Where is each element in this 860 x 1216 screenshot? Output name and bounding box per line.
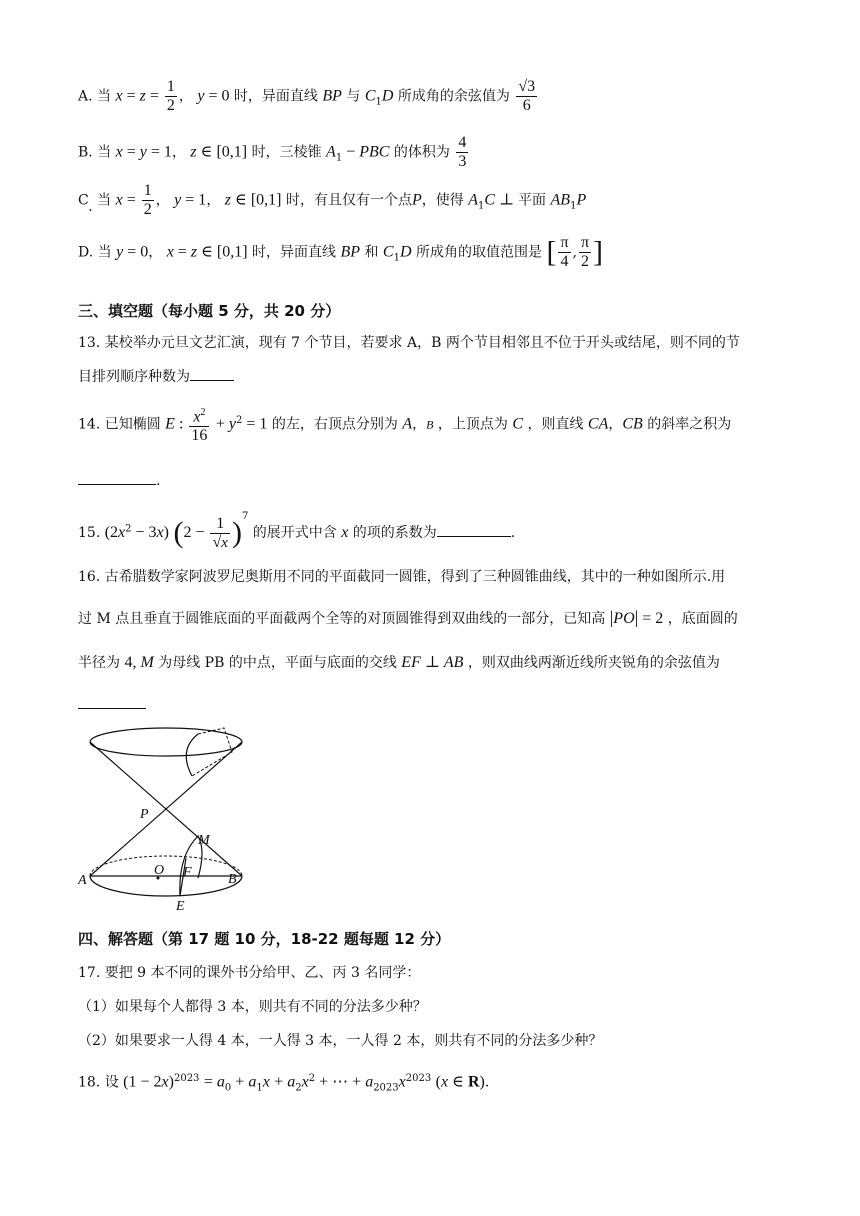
bottom-base-front [90,876,242,896]
option-b: B. 当 x = y = 1， z ∈ [0,1] 时，三棱锥 $A_1$ − PBC 的体积为 $\frac{4}{3}$ [78,134,467,170]
q17-part1: （1）如果每个人都得 3 本，则共有不同的分法多少种？ [78,999,427,1015]
option-a-text-1: 时，异面直线 [233,88,318,105]
label-o: O [154,863,165,878]
option-d-text-3: 所成角的取值范围是 [415,244,542,261]
q14-text-2: ，上顶点为 [437,416,508,433]
option-d-text-1: 时，异面直线 [252,244,337,261]
top-base-ellipse [90,728,242,756]
fraction-x2-over-16: $\frac{x^2}{16}$ [189,404,209,445]
section-fill-in-title: 三、填空题（每小题 5 分，共 20 分） [78,302,341,320]
fraction-pi-over-4: $\frac{\pi}{4}$ [560,234,569,270]
q16-text-3c: ，则双曲线两渐近线所夹锐角的余弦值为 [467,655,720,671]
q14: 14. 已知椭圆 E : $\frac{x^2}{16}$ + $y^2 = 1$ 的左，右顶点分别为 A，B ，上顶点为 C ，则直线 CA，CB 的斜率之积为 [78,404,782,450]
fraction-half-c: $\frac{1}{2}$ [143,182,152,218]
fraction-4-over-3: $\frac{4}{3}$ [458,134,467,170]
q15: 15. $(2x^2 - 3x) (2$ − $\frac{1}{√x}$ )$^7$ 的展开式中含 x 的项的系数为 . [78,511,516,551]
q14-blank-line [78,470,782,492]
option-b-text-2: 的体积为 [393,144,450,161]
answer-blank [190,366,234,381]
fraction-1-over-sqrtx: $\frac{1}{√x}$ [212,514,228,551]
option-d: D. 当 y = 0， x = z ∈ [0,1] 时，异面直线 BP 和 $C_1D$ 所成角的取值范围是 [ $\frac{\pi}{4}$ , $\frac{\pi}{2}$ ] [78,234,604,270]
option-c-pre: 当 [97,192,112,209]
q17-stem: 17. 要把 9 本不同的课外书分给甲、乙、丙 3 名同学： [78,965,421,981]
q13-line1: 13. 某校举办元旦文艺汇演，现有 7 个节目，若要求 A，B 两个节目相邻且不位于开头或结尾，则不同的节 [78,335,740,351]
option-c-dot: . [88,198,93,215]
q18-end: . [484,1074,490,1091]
option-a: A. 当 x = z = $\frac{1}{2}$ ， y = 0 时，异面直线 BP 与 $C_1D$ 所成角的余弦值为 $\frac{√3}{6}$ [78,78,536,114]
option-a-text-2: 与 [346,88,361,105]
option-c-text-1: 时，有且仅有一个点 [285,192,412,209]
q14-end: . [156,473,161,489]
q16-line2: 过 M 点且垂直于圆锥底面的平面截两个全等的对顶圆锥得到双曲线的一部分，已知高 |PO| = 2 ，底面圆的 [78,607,738,627]
option-a-text-3: 所成角的余弦值为 [397,88,510,105]
option-a-label: A. 当 [78,88,112,105]
answer-blank [78,470,156,485]
q16-text-2b: ，底面圆的 [667,611,738,627]
q13-text: 目排列顺序种数为 [78,369,190,385]
q15-pre: 15. [78,525,101,541]
q18-pre: 18. 设 [78,1074,119,1091]
option-b-text-1: 时，三棱锥 [251,144,322,161]
fraction-half: $\frac{1}{2}$ [166,78,175,114]
answer-blank [78,694,146,709]
q15-text-1: 的展开式中含 [252,525,337,541]
label-p: P [140,807,149,822]
label-e: E [176,899,185,914]
option-b-label: B. 当 [78,144,112,161]
q16-text-2a: 过 M 点且垂直于圆锥底面的平面截两个全等的对顶圆锥得到双曲线的一部分，已知高 [78,611,606,627]
option-d-text-2: 和 [364,244,379,261]
q16-line3: 半径为 4, M 为母线 PB 的中点，平面与底面的交线 EF ⊥ AB ，则双曲线两渐近线所夹锐角的余弦值为 [78,654,720,671]
option-d-label: D. 当 [78,244,112,261]
q14-text-3: ，则直线 [527,416,584,433]
double-cone-figure [74,722,254,918]
option-c-label: C [78,192,89,209]
q15-text-2: 的项的系数为 [352,525,437,541]
answer-blank [437,522,511,537]
option-c-text-3: 平面 [518,192,547,209]
q14-text-1: 的左，右顶点分别为 [271,416,398,433]
label-a: A [78,873,87,888]
q16-text-3b: 为母线 PB 的中点，平面与底面的交线 [158,655,397,671]
q14-pre: 14. 已知椭圆 [78,416,161,433]
fraction-pi-over-2: $\frac{\pi}{2}$ [580,234,590,270]
q16-line1: 16. 古希腊数学家阿波罗尼奥斯用不同的平面截同一圆锥，得到了三种圆锥曲线，其中的一种如图所示.用 [78,569,726,585]
q18: 18. 设 $(1 - 2x)^{2023} = a_0 + a_1x + a_2x^2$ + ⋯ + $a_{2023}x^{2023}$ (x ∈ R). [78,1073,490,1094]
q13-line2 [78,366,782,388]
option-c: C. 当 x = $\frac{1}{2}$ ， y = 1， z ∈ [0,1] 时，有且仅有一个点P，使得 $A_1C$ ⊥ 平面 $AB_1P$ [78,182,587,218]
q17-part2: （2）如果要求一人得 4 本，一人得 3 本，一人得 2 本，则共有不同的分法多少种？ [78,1033,603,1049]
section-answer-title: 四、解答题（第 17 题 10 分，18-22 题每题 12 分） [78,930,451,948]
option-c-point: P [411,191,422,209]
q14-text-4: 的斜率之积为 [647,416,732,433]
label-m: M [198,833,210,848]
label-b: B [228,872,237,887]
q16-text-3a: 半径为 [78,655,120,671]
bottom-base-back [90,856,242,876]
q16-blank-line [78,694,782,716]
option-c-text-2: ，使得 [421,192,464,209]
fraction-sqrt3-over-6: $\frac{√3}{6}$ [518,78,536,114]
q15-end: . [510,525,516,541]
label-f: F [183,865,192,880]
